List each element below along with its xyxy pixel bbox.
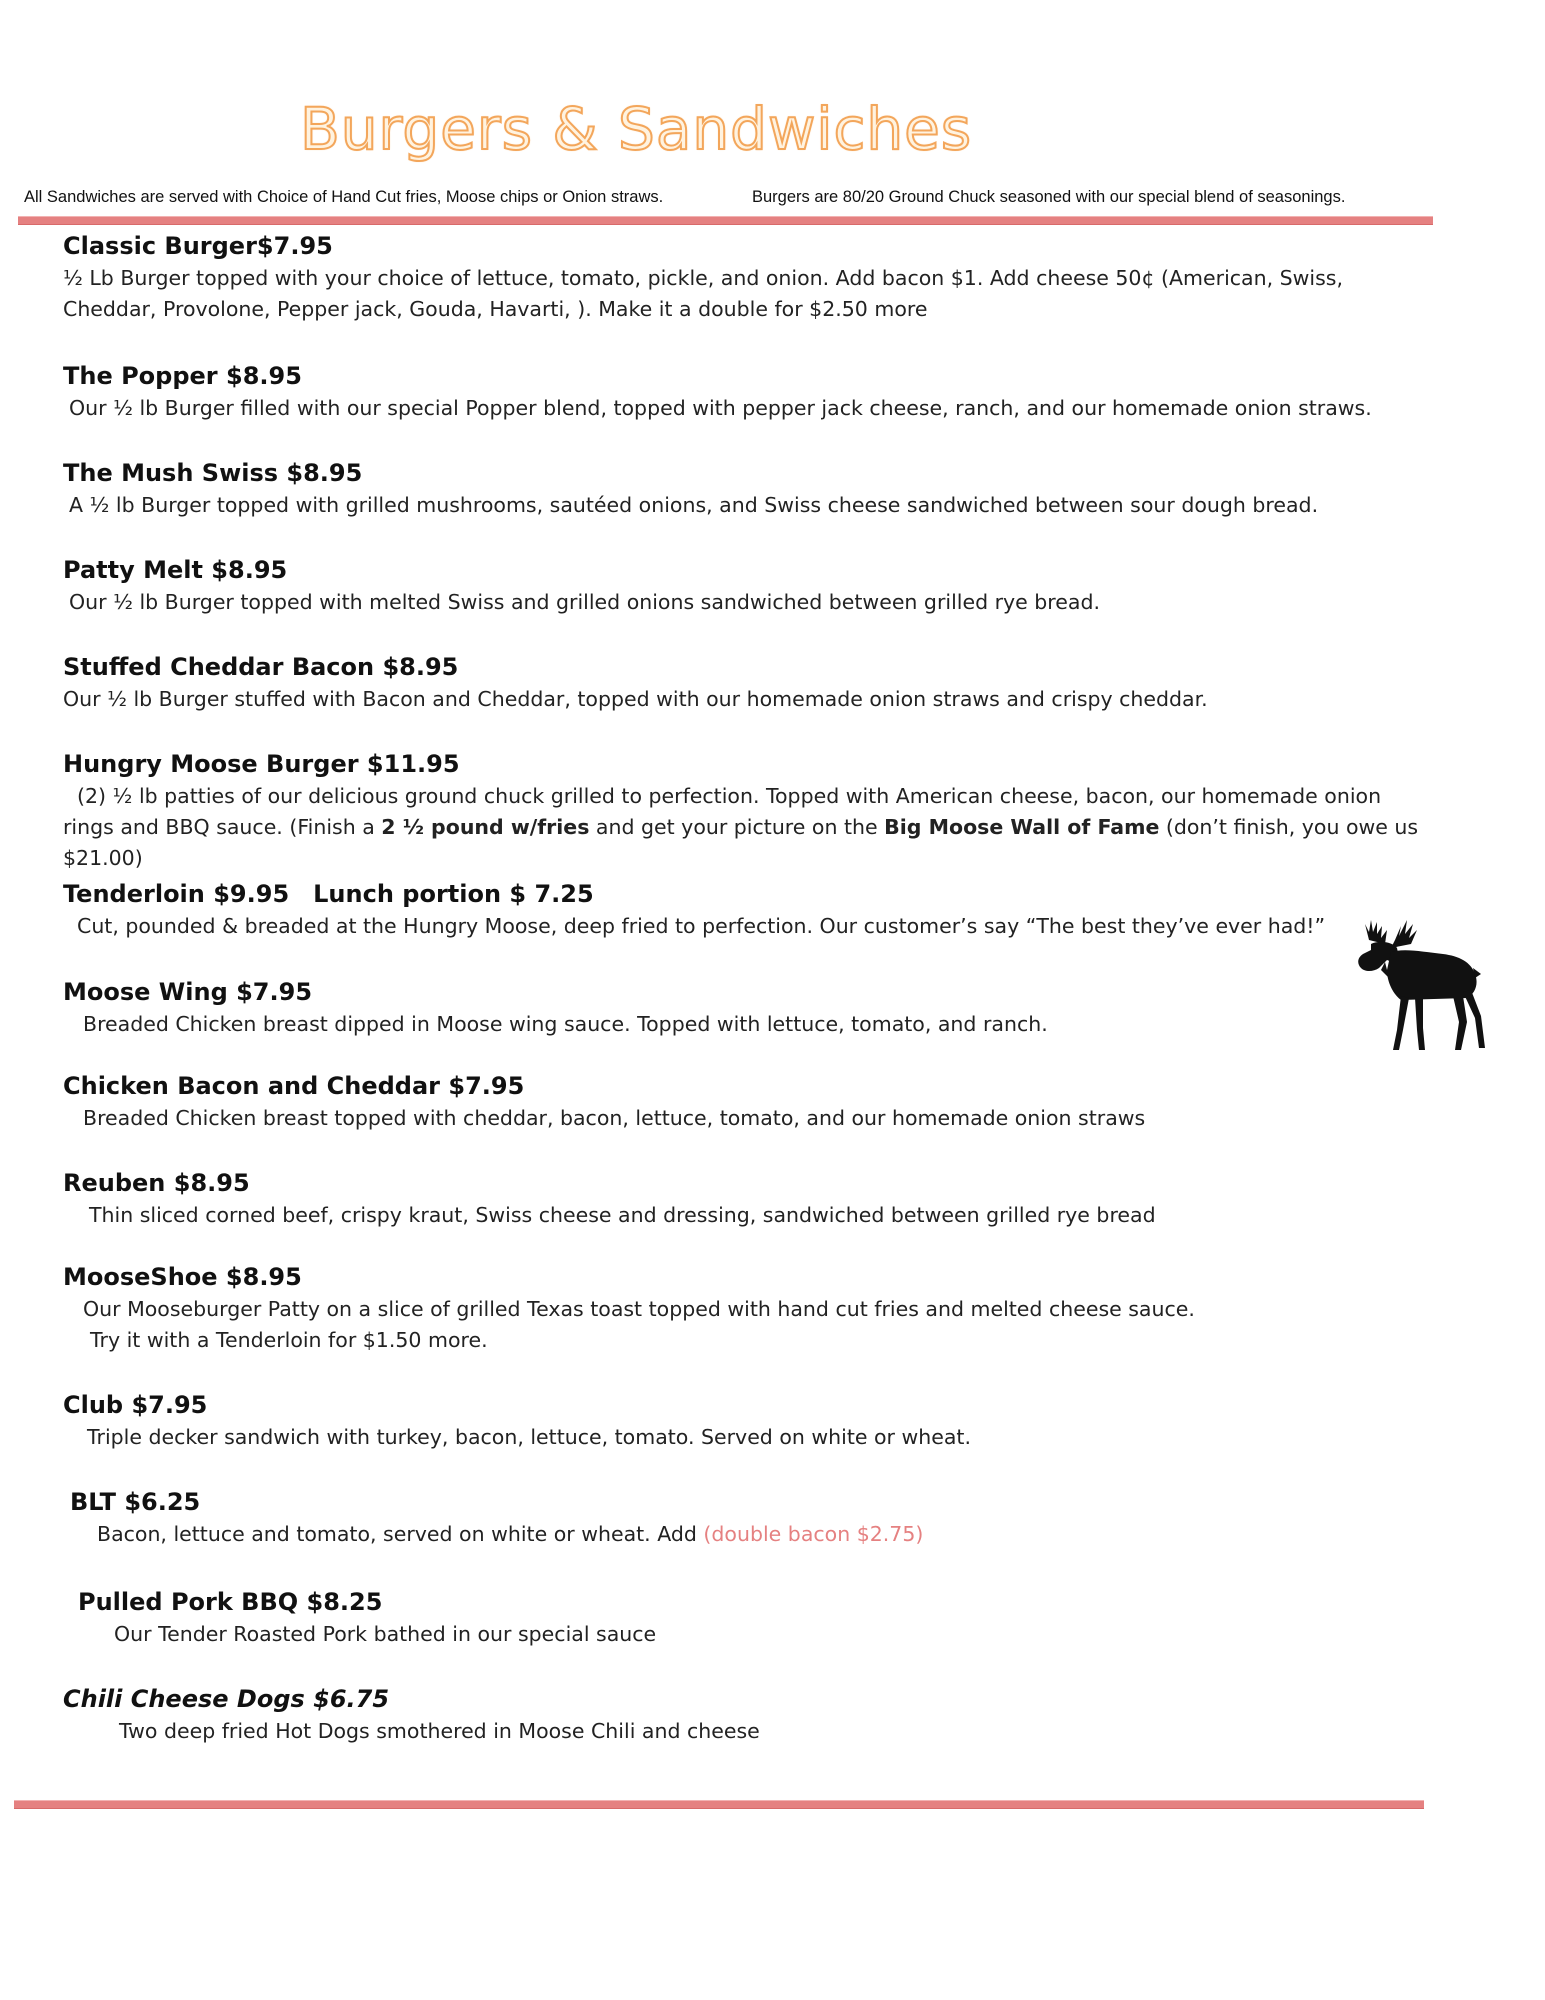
item-description: Our ½ lb Burger filled with our special Popper blend, topped with pepper jack cheese, ranch, and our homemade onion straws. [69, 396, 1372, 420]
menu-item-mush-swiss [63, 458, 1483, 521]
moose-silhouette-icon [1335, 918, 1495, 1058]
desc-part: Bacon, lettuce and tomato, served on white or wheat. Add [97, 1522, 704, 1546]
item-description: Triple decker sandwich with turkey, bacon, lettuce, tomato. Served on white or wheat. [87, 1425, 971, 1449]
menu-item-chicken-bacon-cheddar [63, 1071, 1483, 1134]
item-description: Our ½ lb Burger topped with melted Swiss and grilled onions sandwiched between grilled rye bread. [69, 590, 1100, 614]
item-name: Chili Cheese Dogs $6.75 [63, 1685, 390, 1713]
item-upsell: Try it with a Tenderloin for $1.50 more. [90, 1328, 488, 1352]
item-name: Hungry Moose Burger $11.95 [63, 750, 460, 778]
item-description: A ½ lb Burger topped with grilled mushrooms, sautéed onions, and Swiss cheese sandwiched between sour dough bread. [69, 493, 1319, 517]
menu-item-chili-cheese-dogs [63, 1684, 1483, 1747]
menu-item-patty-melt [63, 555, 1483, 618]
desc-part: (2) ½ lb patties of our delicious ground chuck grilled to perfection. Topped with American cheese, bacon, our homemade onion rings and BBQ sauce. (Finish a [63, 784, 1382, 839]
double-bacon-addon: (double bacon $2.75) [703, 1522, 924, 1546]
item-description [63, 781, 1423, 874]
item-description: Thin sliced corned beef, crispy kraut, Swiss cheese and dressing, sandwiched between grilled rye bread [89, 1203, 1156, 1227]
menu-item-blt [70, 1487, 1490, 1550]
item-name: MooseShoe $8.95 [63, 1263, 302, 1291]
menu-item-stuffed-cheddar-bacon [63, 652, 1483, 715]
burger-note: Burgers are 80/20 Ground Chuck seasoned with our special blend of seasonings. [752, 188, 1346, 206]
item-description: Our ½ lb Burger stuffed with Bacon and Cheddar, topped with our homemade onion straws and crispy cheddar. [63, 687, 1208, 711]
item-name: Tenderloin $9.95 [63, 880, 290, 908]
bottom-divider [14, 1800, 1424, 1809]
menu-item-mooseshoe [63, 1262, 1483, 1356]
desc-part: and get your picture on the [589, 815, 885, 839]
item-name-row [63, 879, 1483, 909]
wall-of-fame-text: Big Moose Wall of Fame [884, 815, 1160, 839]
menu-item-pulled-pork [78, 1587, 1498, 1650]
item-description: Our Mooseburger Patty on a slice of grilled Texas toast topped with hand cut fries and melted cheese sauce. [83, 1297, 1195, 1321]
menu-item-club [63, 1390, 1483, 1453]
menu-item-classic-burger [63, 231, 1483, 325]
item-description: Our Tender Roasted Pork bathed in our special sauce [114, 1622, 657, 1646]
top-divider [18, 216, 1433, 225]
item-name: Reuben $8.95 [63, 1169, 250, 1197]
item-description: Cut, pounded & breaded at the Hungry Moose, deep fried to perfection. Our customer’s say “The best they’ve ever had!” [77, 914, 1326, 938]
lunch-portion-price: Lunch portion $ 7.25 [313, 880, 594, 908]
item-name: BLT $6.25 [70, 1488, 201, 1516]
item-name: Moose Wing $7.95 [63, 978, 313, 1006]
desc-part: (don’t finish, you owe us $21.00) [63, 815, 1419, 870]
menu-item-hungry-moose-burger [63, 749, 1483, 874]
item-name: The Mush Swiss $8.95 [63, 459, 363, 487]
page-title: Burgers & Sandwiches [300, 95, 973, 163]
challenge-text: 2 ½ pound w/fries [381, 815, 590, 839]
item-description: Breaded Chicken breast topped with cheddar, bacon, lettuce, tomato, and our homemade onion straws [83, 1106, 1146, 1130]
menu-item-the-popper [63, 361, 1483, 424]
item-description [97, 1519, 1490, 1550]
item-name: Pulled Pork BBQ $8.25 [78, 1588, 383, 1616]
item-description: Breaded Chicken breast dipped in Moose wing sauce. Topped with lettuce, tomato, and ranch. [83, 1012, 1048, 1036]
item-name: Club $7.95 [63, 1391, 208, 1419]
item-name: The Popper $8.95 [63, 362, 302, 390]
menu-item-reuben [63, 1168, 1483, 1231]
menu-item-moose-wing [63, 977, 1483, 1040]
menu-item-tenderloin [63, 879, 1483, 942]
sides-note: All Sandwiches are served with Choice of Hand Cut fries, Moose chips or Onion straws. [24, 188, 664, 206]
item-name: Stuffed Cheddar Bacon $8.95 [63, 653, 459, 681]
item-name: Chicken Bacon and Cheddar $7.95 [63, 1072, 525, 1100]
item-description: Two deep fried Hot Dogs smothered in Moose Chili and cheese [119, 1719, 760, 1743]
item-name: Classic Burger$7.95 [63, 232, 333, 260]
item-description: ½ Lb Burger topped with your choice of lettuce, tomato, pickle, and onion. Add bacon $1. Add cheese 50¢ (American, Swiss, Cheddar, Provolone, Pepper jack, Gouda, Havarti, ). Make it a double for $2.50 more [63, 266, 1343, 321]
item-name: Patty Melt $8.95 [63, 556, 288, 584]
